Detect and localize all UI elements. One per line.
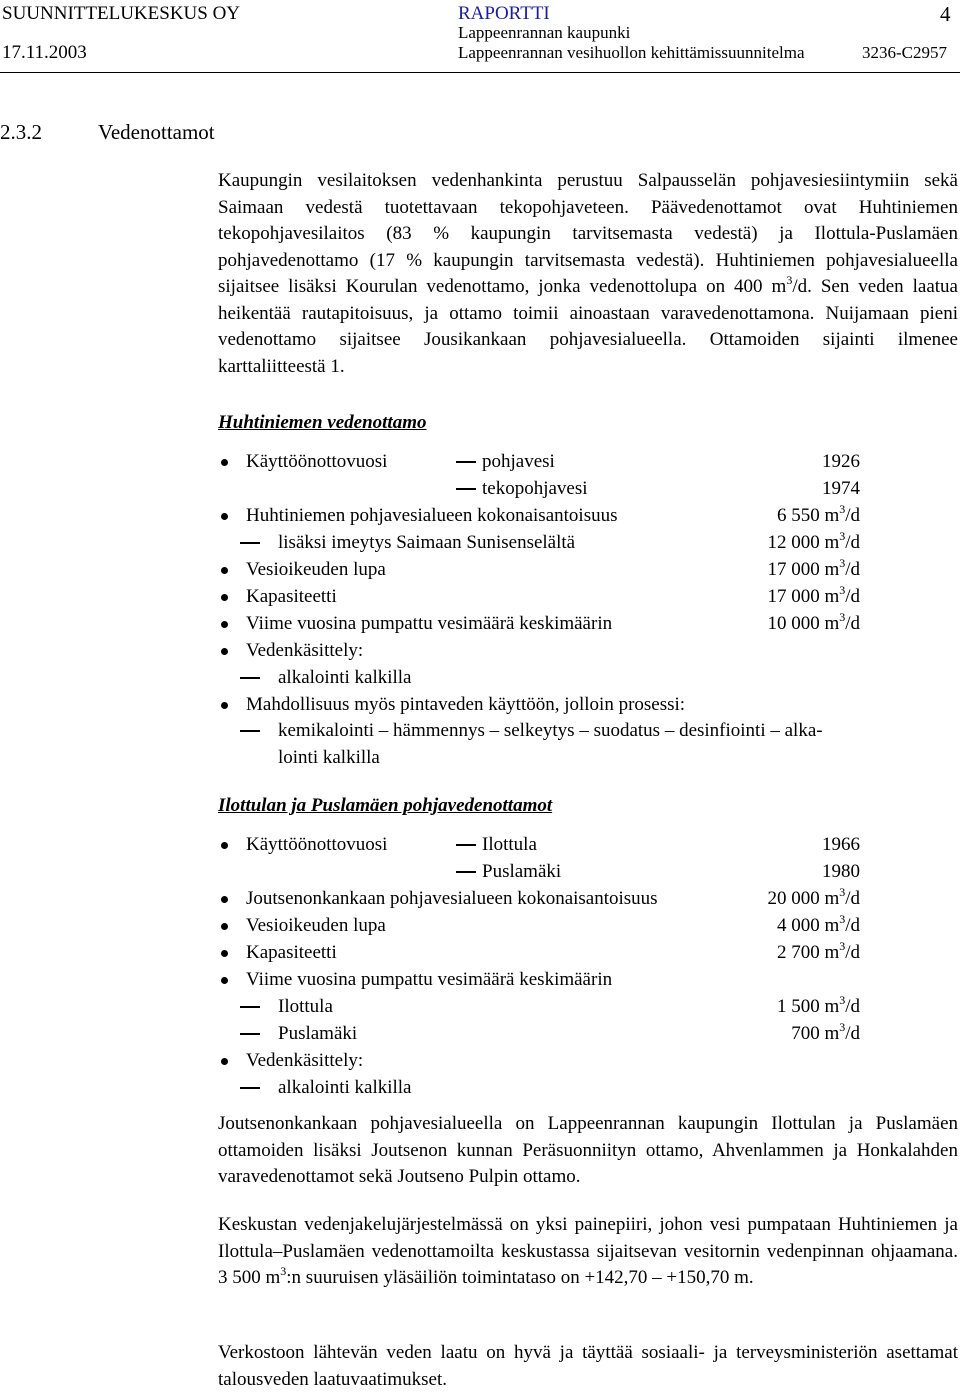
value-sup: 3 [839,993,846,1007]
bullet-icon [221,702,228,709]
value-unit: /d [845,532,860,553]
value-number: 12 000 m [767,532,840,553]
dash-icon [240,1006,260,1008]
report-title: Lappeenrannan vesihuollon kehittämissuunnitelma [458,43,805,62]
ilottula-value [777,913,860,939]
value-sup: 3 [839,885,846,899]
value-number: 1926 [822,451,860,472]
huhtiniemi-row [218,665,860,691]
huhtiniemi-row [218,584,860,610]
report-label: RAPORTTI [458,3,550,24]
ilottula-label: Kapasiteetti [246,942,337,963]
bullet-icon [221,923,228,930]
intro-paragraph [218,168,958,380]
ilottula-label: Puslamäki [278,1023,358,1044]
value-number: 10 000 m [767,613,840,634]
huhtiniemi-label: alkalointi kalkilla [278,667,412,688]
huhtiniemi-row [218,476,860,502]
huhtiniemi-row [218,692,860,718]
paragraph-2-text-after: :n suuruisen yläsäiliön toimintataso on +142,70 – +150,70 m. [286,1267,754,1288]
ilottula-row [218,913,860,939]
dash-icon [240,542,260,544]
process-line-2 [218,745,860,771]
paragraph-2-sup: 3 [280,1264,287,1278]
dash-icon [456,461,476,463]
process-text-1: kemikalointi – hämmennys – selkeytys – suodatus – desinfiointi – alka- [278,720,823,741]
value-number: 20 000 m [767,888,840,909]
bullet-icon [221,513,228,520]
value-number: 1980 [822,861,860,882]
intro-text-after: /d. Sen veden laatua heikentää rautapitoisuus, ja ottamo toimii ainoastaan varavedenottamona. Nuijamaan pieni vedenottamo sijaitsee Jousikankaan pohjavesialueella. Ottamoiden sijainti ilmenee karttaliitteestä 1. [218,276,958,377]
value-sup: 3 [839,610,846,624]
ilottula-heading: Ilottulan ja Puslamäen pohjavedenottamot [218,795,553,816]
ilottula-row [218,940,860,966]
ilottula-value [822,832,860,858]
bullet-icon [221,459,228,466]
value-unit: /d [845,505,860,526]
value-sup: 3 [839,912,846,926]
section-number: 2.3.2 [0,120,42,144]
huhtiniemi-value [822,476,860,502]
huhtiniemi-label: Huhtiniemen pohjavesialueen kokonaisantoisuus [246,505,618,526]
paragraph-3 [218,1340,958,1393]
value-number: 1966 [822,834,860,855]
huhtiniemi-label: Vedenkäsittely: [246,640,364,661]
value-sup: 3 [839,556,846,570]
huhtiniemi-value [767,557,860,583]
huhtiniemi-row [218,530,860,556]
value-number: 6 550 m [776,505,840,526]
ilottula-row [218,1021,860,1047]
value-number: 17 000 m [767,586,840,607]
huhtiniemi-label: Vesioikeuden lupa [246,559,386,580]
ilottula-value [791,1021,860,1047]
ilottula-value [777,940,860,966]
bullet-icon [221,842,228,849]
value-unit: /d [845,942,860,963]
value-unit: /d [845,996,860,1017]
bullet-icon [221,896,228,903]
bullet-icon [221,950,228,957]
huhtiniemi-value [822,449,860,475]
ilottula-row [218,859,860,885]
huhtiniemi-label: Viime vuosina pumpattu vesimäärä keskimäärin [246,613,613,634]
bullet-icon [221,621,228,628]
report-code: 3236-C2957 [862,43,947,62]
ilottula-row [218,832,860,858]
value-unit: /d [845,1023,860,1044]
dash-icon [240,677,260,679]
ilottula-label: Viime vuosina pumpattu vesimäärä keskimäärin [246,969,613,990]
header-rule [0,72,960,73]
value-sup: 3 [839,529,846,543]
huhtiniemi-row [218,638,860,664]
value-unit: /d [845,613,860,634]
paragraph-1 [218,1111,958,1191]
value-unit: /d [845,586,860,607]
huhtiniemi-value [767,530,860,556]
huhtiniemi-value [777,503,860,529]
huhtiniemi-label: Kapasiteetti [246,586,337,607]
huhtiniemi-row [218,557,860,583]
company-name: SUUNNITTELUKESKUS OY [2,3,241,24]
dash-icon [456,844,476,846]
paragraph-3-text: Verkostoon lähtevän veden laatu on hyvä ja täyttää sosiaali- ja terveysministeriön asettamat talousveden laatuvaatimukset. [218,1342,958,1390]
ilottula-row [218,1048,860,1074]
ilottula-label: Vesioikeuden lupa [246,915,386,936]
value-number: 2 700 m [776,942,840,963]
ilottula-label: alkalointi kalkilla [278,1077,412,1098]
ilottula-label: Joutsenonkankaan pohjavesialueen kokonaisantoisuus [246,888,658,909]
ilottula-row [218,886,860,912]
huhtiniemi-heading: Huhtiniemen vedenottamo [218,412,427,433]
huhtiniemi-sublabel: tekopohjavesi [482,478,588,499]
intro-sup: 3 [786,273,793,287]
huhtiniemi-value [767,611,860,637]
ilottula-row [218,1075,860,1101]
page-number: 4 [940,2,951,26]
process-text-2: lointi kalkilla [278,747,380,768]
ilottula-sublabel: Ilottula [482,834,537,855]
huhtiniemi-value [767,584,860,610]
report-date: 17.11.2003 [2,42,87,63]
huhtiniemi-label: Mahdollisuus myös pintaveden käyttöön, jolloin prosessi: [246,694,686,715]
huhtiniemi-label: lisäksi imeytys Saimaan Sunisenselältä [278,532,576,553]
bullet-icon [221,1058,228,1065]
value-sup: 3 [839,583,846,597]
ilottula-sublabel: Puslamäki [482,861,562,882]
bullet-icon [221,648,228,655]
process-line-1 [218,718,938,744]
paragraph-2 [218,1212,958,1292]
dash-icon [240,1087,260,1089]
value-number: 1974 [822,478,860,499]
paragraph-1-text: Joutsenonkankaan pohjavesialueella on Lappeenrannan kaupungin Ilottulan ja Puslamäen ottamoiden lisäksi Joutsenon kunnan Peräsuonniityn ottamo, Ahvenlammen ja Honkalahden varavedenottamot sekä Joutseno Pulpin ottamo. [218,1113,958,1187]
dash-icon [240,730,260,732]
value-sup: 3 [839,502,846,516]
value-unit: /d [845,915,860,936]
intro-text: Kaupungin vesilaitoksen vedenhankinta perustuu Salpausselän pohjavesiesiintymiin sekä Saimaan vedestä tuotettavaan tekopohjaveteen. Päävedenottamot ovat Huhtiniemen tekopohjavesilaitos (83 % kaupungin tarvitsemasta vedestä) ja Ilottula-Puslamäen pohjavedenottamo (17 % kaupungin tarvitsemasta vedestä). Huhtiniemen pohjavesialueella sijaitsee lisäksi Kourulan vedenottamo, jonka vedenottolupa on 400 m [218,170,958,297]
bullet-icon [221,594,228,601]
value-sup: 3 [839,1020,846,1034]
ilottula-value [822,859,860,885]
value-number: 17 000 m [767,559,840,580]
ilottula-row [218,967,860,993]
ilottula-row [218,994,860,1020]
huhtiniemi-row [218,449,860,475]
dash-icon [240,1033,260,1035]
huhtiniemi-sublabel: pohjavesi [482,451,555,472]
bullet-icon [221,567,228,574]
huhtiniemi-row [218,611,860,637]
dash-icon [456,871,476,873]
value-number: 1 500 m [776,996,840,1017]
ilottula-value [777,994,860,1020]
client-name: Lappeenrannan kaupunki [458,23,631,42]
bullet-icon [221,977,228,984]
ilottula-label: Ilottula [278,996,333,1017]
huhtiniemi-label: Käyttöönottovuosi [246,451,388,472]
ilottula-label: Käyttöönottovuosi [246,834,388,855]
section-heading [0,120,215,145]
section-title: Vedenottamot [98,120,215,144]
value-sup: 3 [839,939,846,953]
value-number: 4 000 m [776,915,840,936]
value-unit: /d [845,559,860,580]
paragraph-2-text: Keskustan vedenjakelujärjestelmässä on yksi painepiiri, johon vesi pumpataan Huhtiniemen ja Ilottula–Puslamäen vedenottamoilta keskustassa sijaitsevan vesitornin vedenpinnan ohjaamana. 3 500 m [218,1214,958,1288]
huhtiniemi-row [218,503,860,529]
dash-icon [456,488,476,490]
value-number: 700 m [791,1023,840,1044]
ilottula-label: Vedenkäsittely: [246,1050,364,1071]
ilottula-value [767,886,860,912]
value-unit: /d [845,888,860,909]
